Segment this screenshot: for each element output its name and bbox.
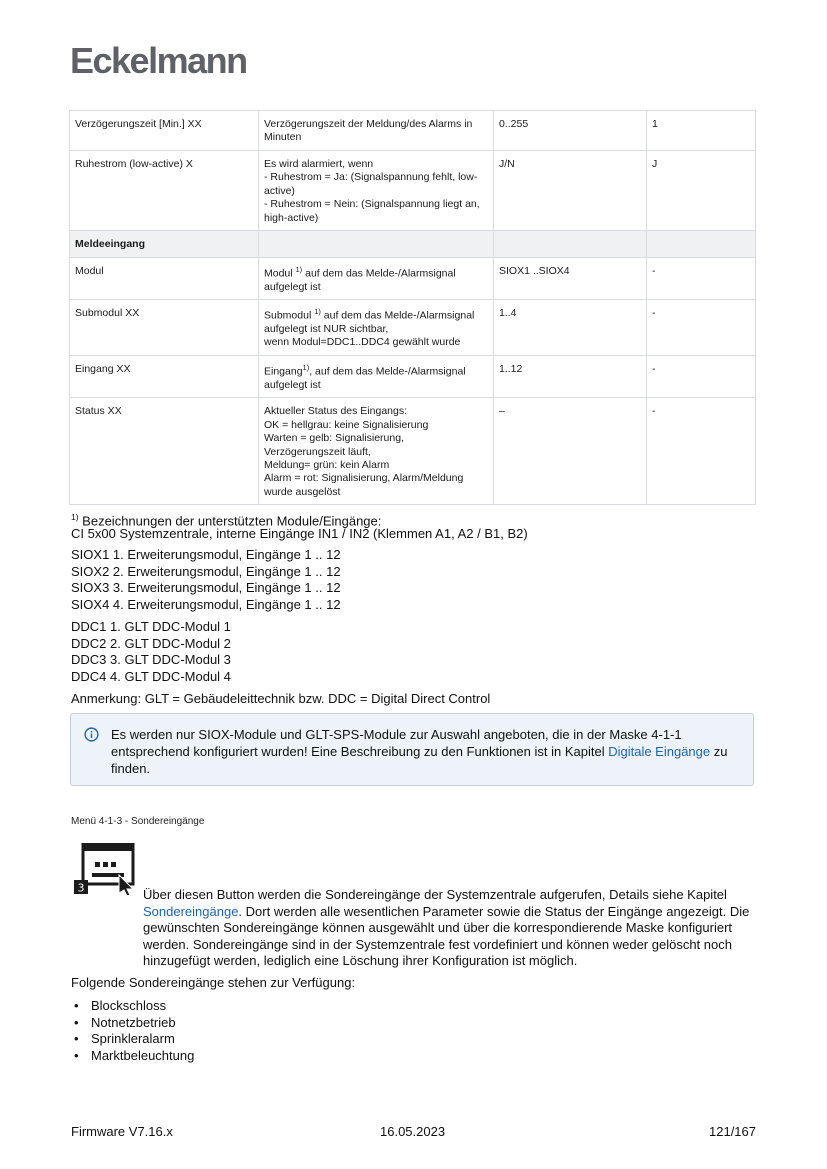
list-item: • Blockschloss [74,998,194,1015]
table-row [70,151,756,231]
menu-caption: Menü 4-1-3 - Sondereingänge [71,816,205,827]
param-description: Submodul $^{1)}$ auf dem das Melde-/Alarmsignal aufgelegt ist NUR sichtbar, wenn Modul=DDC1..DDC4 gewählt wurde [259,300,494,356]
param-default: - [647,355,756,397]
footnote-heading: $^{1)}$ Bezeichnungen der unterstützten Module/Eingänge: [71,512,382,529]
param-range: 1..12 [494,355,647,397]
param-name: Eingang XX [70,355,259,397]
param-range: – [494,398,647,505]
table-row [70,300,756,356]
list-item: • Marktbeleuchtung [74,1048,194,1065]
param-description: Verzögerungszeit der Meldung/des Alarms in Minuten [259,111,494,151]
list-item: DDC3 3. GLT DDC-Modul 3 [71,652,231,667]
menu-description: Über diesen Button werden die Sondereingänge der Systemzentrale aufgerufen, Details siehe Kapitel Sondereingänge. Dort werden alle wesentlichen Parameter sowie die Status der Eingänge angezeigt. Die gewünschten Sondereingänge können ausgewählt und über die korrespondierende Maske konfiguriert werden. Sondereingänge sind in der Systemzentrale fest vordefiniert und können weder gelöscht noch hinzugefügt werden, lediglich eine Löschung ihrer Konfiguration ist möglich. Folgende Sondereingänge stehen zur Verfügung: [71,887,761,992]
param-range: SIOX1 ..SIOX4 [494,257,647,299]
param-range: 0..255 [494,111,647,151]
list-item: DDC4 4. GLT DDC-Modul 4 [71,668,231,684]
section-title: Meldeeingang [70,231,259,257]
footnote-ci-line: CI 5x00 Systemzentrale, interne Eingänge IN1 / IN2 (Klemmen A1, A2 / B1, B2) [71,526,528,541]
parameter-table [69,110,756,505]
param-description: Eingang$^{1)}$, auf dem das Melde-/Alarmsignal aufgelegt ist [259,355,494,397]
table-row [70,111,756,151]
param-description [259,398,494,505]
param-default: - [647,300,756,356]
desc-line: - Ruhestrom = Nein: (Signalspannung liegt an, high-active) [264,198,480,224]
param-range: 1..4 [494,300,647,356]
param-description [259,151,494,231]
desc-line: Alarm = rot: Signalisierung, Alarm/Meldung wurde ausgelöst [264,472,464,498]
list-item: • Sprinkleralarm [74,1031,194,1048]
link-digitale-eingaenge[interactable]: Digitale Eingänge [608,744,711,759]
param-name: Modul [70,257,259,299]
footer-firmware: Firmware V7.16.x [71,1124,173,1139]
list-item: DDC1 1. GLT DDC-Modul 1 [71,619,231,634]
info-panel [70,713,754,786]
list-item: SIOX1 1. Erweiterungsmodul, Eingänge 1 .. 12 [71,547,341,562]
abbreviation-note: Anmerkung: GLT = Gebäudeleittechnik bzw. DDC = Digital Direct Control [71,691,491,706]
param-range: J/N [494,151,647,231]
desc-line: Aktueller Status des Eingangs: [264,405,408,418]
table-row [70,257,756,299]
ddc-list [71,619,231,685]
list-item: SIOX2 2. Erweiterungsmodul, Eingänge 1 .. 12 [71,563,341,579]
list-item: SIOX4 4. Erweiterungsmodul, Eingänge 1 .. 12 [71,596,341,612]
param-default: 1 [647,111,756,151]
footer-page-number: 121/167 [709,1124,756,1139]
desc-line: OK = hellgrau: keine Signalisierung [264,418,429,431]
param-name: Verzögerungszeit [Min.] XX [70,111,259,151]
info-message: Es werden nur SIOX-Module und GLT-SPS-Module zur Auswahl angeboten, die in der Maske 4-1-1 entsprechend konfiguriert wurden! Eine Beschreibung zu den Funktionen ist in Kapitel Digitale Eingänge zu finden. [111,727,728,776]
siox-list [71,547,341,613]
link-sondereingaenge[interactable]: Sondereingänge [143,903,239,919]
param-description: Modul $^{1)}$ auf dem das Melde-/Alarmsignal aufgelegt ist [259,257,494,299]
special-inputs-list [74,998,194,1064]
table-row [70,355,756,397]
param-name: Submodul XX [70,300,259,356]
table-row [70,398,756,505]
list-item: SIOX3 3. Erweiterungsmodul, Eingänge 1 .. 12 [71,580,341,595]
list-item: DDC2 2. GLT DDC-Modul 2 [71,635,231,651]
list-intro: Folgende Sondereingänge stehen zur Verfügung: [71,974,356,990]
info-icon [84,727,99,747]
button-number: 3 [77,881,85,895]
desc-line: Warten = gelb: Signalisierung, Verzögerungszeit läuft, [264,432,404,458]
section-row [70,231,756,257]
param-name: Status XX [70,398,259,505]
desc-line: Es wird alarmiert, wenn [264,158,374,170]
param-default: J [647,151,756,231]
desc-line: Meldung= grün: kein Alarm [264,458,390,471]
param-default: - [647,398,756,505]
eckelmann-logo: Eckelmann [70,40,247,81]
param-default: - [647,257,756,299]
param-name: Ruhestrom (low-active) X [70,151,259,231]
footer-date: 16.05.2023 [380,1124,446,1139]
list-item: • Notnetzbetrieb [74,1015,194,1032]
desc-line: - Ruhestrom = Ja: (Signalspannung fehlt, low-active) [264,171,478,197]
